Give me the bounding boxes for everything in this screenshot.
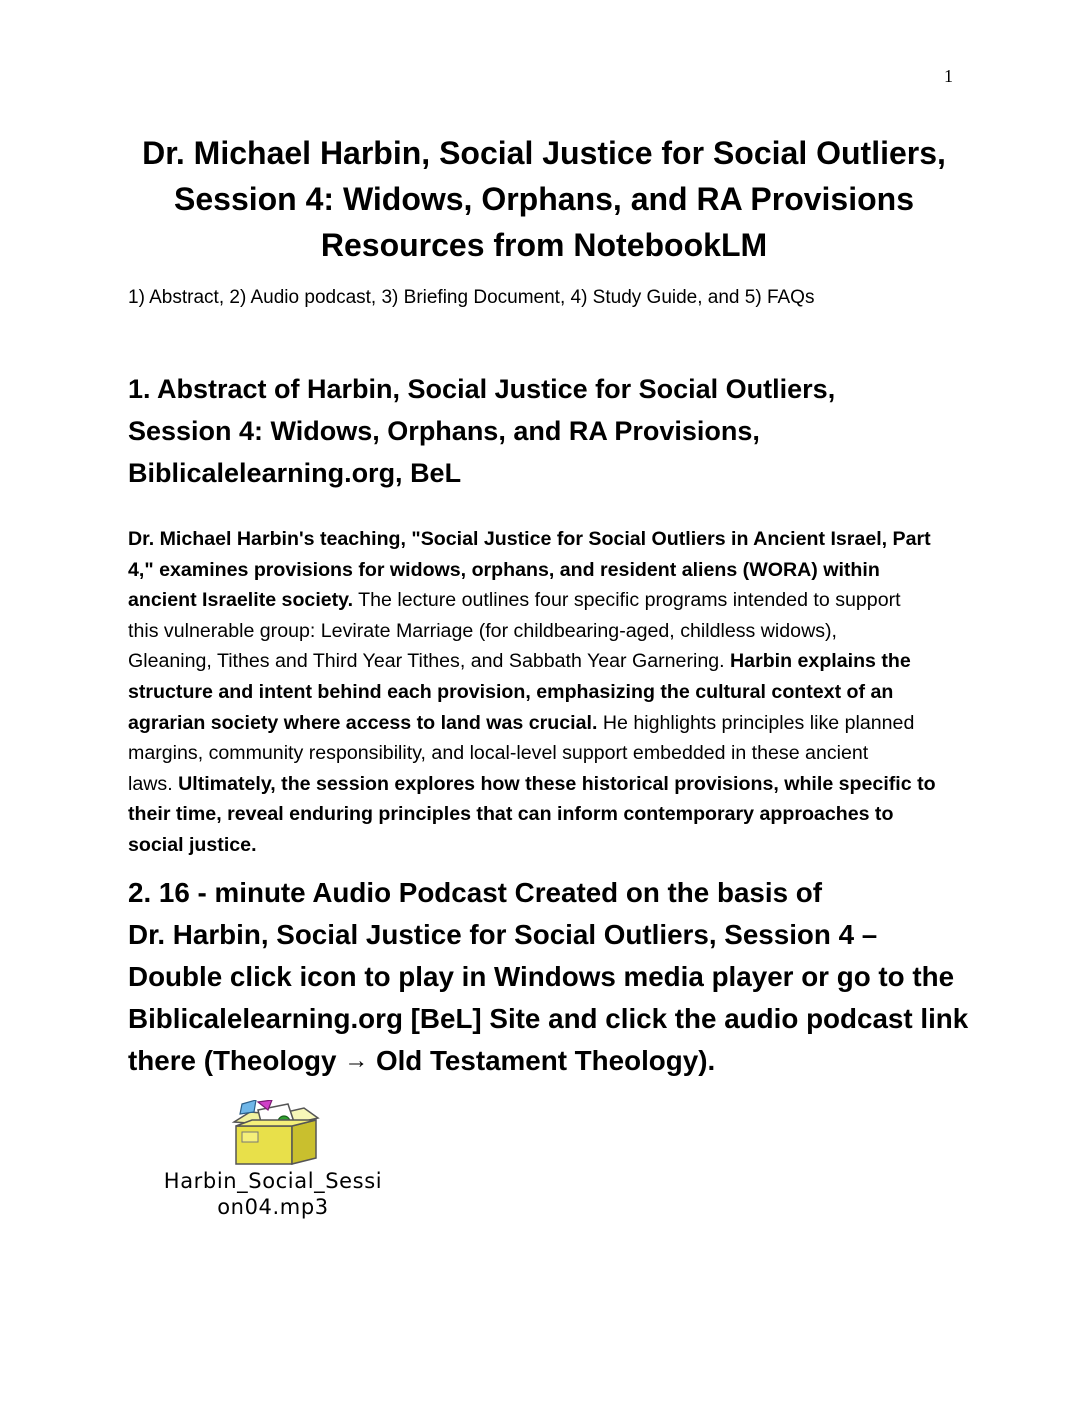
abstract-text: their time, reveal enduring principles that can inform contemporary approaches to xyxy=(128,803,894,826)
title-line-1: Dr. Michael Harbin, Social Justice for Social Outliers, xyxy=(142,135,946,171)
abstract-text: margins, community responsibility, and local-level support embedded in these ancient xyxy=(128,742,869,765)
filename-line: Harbin_Social_Sessi xyxy=(163,1169,383,1193)
audio-package-icon[interactable] xyxy=(228,1100,324,1166)
section-2-heading xyxy=(128,872,968,1084)
heading-line: Session 4: Widows, Orphans, and RA Provisions, xyxy=(128,416,760,446)
abstract-text: laws. xyxy=(128,772,179,795)
abstract-text: Dr. Michael Harbin's teaching, "Social Justice for Social Outliers in Ancient Israel, Part xyxy=(128,528,931,550)
heading-line: Double click icon to play in Windows media player or go to the xyxy=(128,961,955,992)
abstract-text: social justice. xyxy=(128,833,257,856)
abstract-paragraph xyxy=(128,524,968,861)
document-title xyxy=(120,130,968,268)
title-line-2: Session 4: Widows, Orphans, and RA Provisions xyxy=(174,181,914,217)
package-icon xyxy=(228,1100,324,1166)
heading-text: there (Theology xyxy=(128,1045,345,1076)
abstract-text: Ultimately, the session explores how these historical provisions, while specific to xyxy=(178,772,936,795)
heading-line: 2. 16 - minute Audio Podcast Created on the basis of xyxy=(128,877,823,908)
contents-list: 1) Abstract, 2) Audio podcast, 3) Briefing Document, 4) Study Guide, and 5) FAQs xyxy=(128,287,815,308)
abstract-text: The lecture outlines four specific programs intended to support xyxy=(353,589,901,612)
abstract-text: agrarian society where access to land was crucial. xyxy=(128,711,598,734)
filename-line: on04.mp3 xyxy=(217,1195,329,1219)
heading-line: 1. Abstract of Harbin, Social Justice for Social Outliers, xyxy=(128,374,836,404)
abstract-text: Gleaning, Tithes and Third Year Tithes, and Sabbath Year Garnering. xyxy=(128,650,731,673)
heading-line: Biblicalelearning.org, BeL xyxy=(128,458,462,488)
abstract-text: ancient Israelite society. xyxy=(128,589,354,612)
title-line-3: Resources from NotebookLM xyxy=(320,227,768,263)
heading-line: Biblicalelearning.org [BeL] Site and click the audio podcast link xyxy=(128,1003,969,1034)
arrow-right-icon: → xyxy=(344,1047,369,1074)
abstract-text: 4," examines provisions for widows, orphans, and resident aliens (WORA) within xyxy=(128,558,880,581)
abstract-text: He highlights principles like planned xyxy=(597,711,915,734)
heading-line: Dr. Harbin, Social Justice for Social Outliers, Session 4 – xyxy=(128,919,878,950)
section-1-heading xyxy=(128,368,835,494)
audio-file-label[interactable] xyxy=(128,1168,418,1220)
abstract-text: structure and intent behind each provision, emphasizing the cultural context of an xyxy=(128,680,894,703)
abstract-text: Harbin explains the xyxy=(730,650,911,673)
heading-text: Old Testament Theology). xyxy=(368,1045,716,1076)
abstract-text: this vulnerable group: Levirate Marriage (for childbearing-aged, childless widows), xyxy=(128,619,837,642)
page-number: 1 xyxy=(944,66,953,86)
heading-line xyxy=(128,1040,968,1084)
